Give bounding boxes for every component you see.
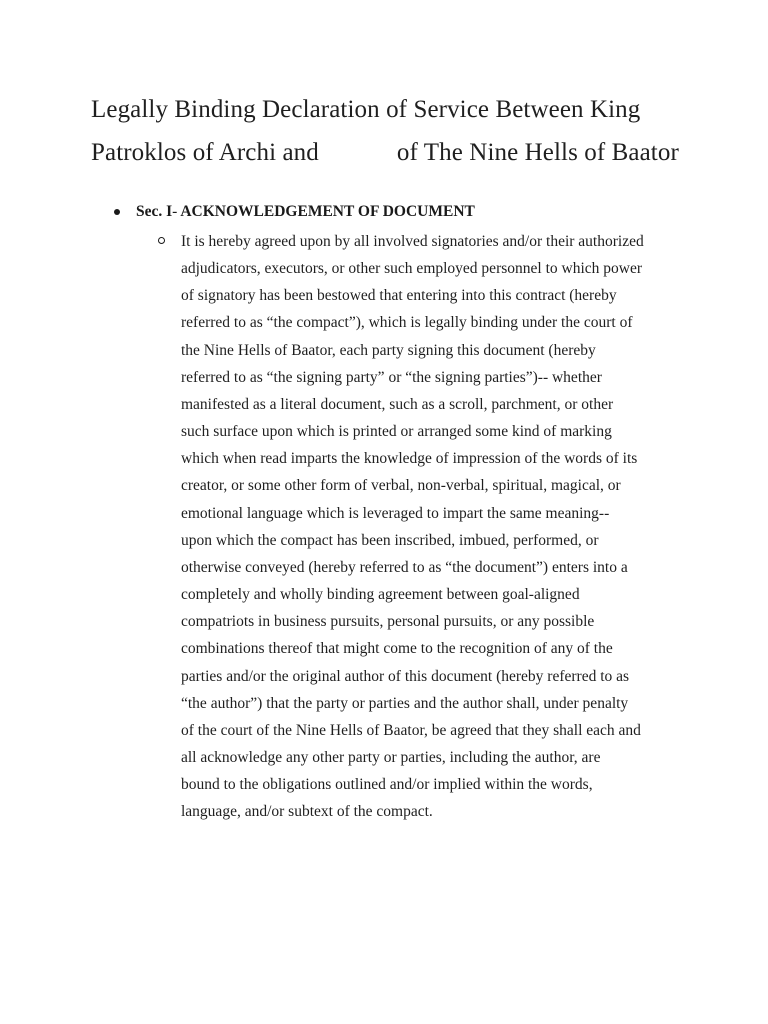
paragraph-line: manifested as a literal document, such as a scroll, parchment, or other xyxy=(181,395,614,413)
paragraph-line: bound to the obligations outlined and/or implied within the words, xyxy=(181,776,593,794)
section-separator: - xyxy=(172,203,178,220)
title-line-2-right: of The Nine Hells of Baator xyxy=(396,139,679,166)
paragraph-line: upon which the compact has been inscribed, imbued, performed, or xyxy=(181,531,599,549)
section-title: ACKNOWLEDGEMENT OF DOCUMENT xyxy=(177,203,475,220)
section-number: Sec. I xyxy=(136,203,173,220)
section-paragraph xyxy=(181,228,692,825)
subsection-list xyxy=(136,228,692,825)
section-item xyxy=(112,200,692,825)
paragraph-line: completely and wholly binding agreement between goal-aligned xyxy=(181,586,580,604)
title-line-1: Legally Binding Declaration of Service Between King xyxy=(91,96,641,123)
title-line-2 xyxy=(91,131,711,174)
paragraph-line: It is hereby agreed upon by all involved signatories and/or their authorized xyxy=(181,233,644,250)
document-title xyxy=(91,88,711,174)
paragraph-line: of the court of the Nine Hells of Baator, be agreed that they shall each and xyxy=(181,721,641,739)
paragraph-line: all acknowledge any other party or parties, including the author, are xyxy=(181,748,601,766)
paragraph-line: “the author”) that the party or parties and the author shall, under penalty xyxy=(181,694,629,712)
paragraph-line: language, and/or subtext of the compact. xyxy=(181,803,433,821)
bullet-circle-icon xyxy=(158,237,165,244)
paragraph-line: of signatory has been bestowed that entering into this contract (hereby xyxy=(181,287,617,305)
paragraph-line: otherwise conveyed (hereby referred to as “the document”) enters into a xyxy=(181,558,628,576)
paragraph-line: parties and/or the original author of this document (hereby referred to as xyxy=(181,667,630,685)
bullet-disc-icon xyxy=(114,209,120,215)
section-heading xyxy=(136,203,475,220)
paragraph-line: which when read imparts the knowledge of impression of the words of its xyxy=(181,450,638,468)
subsection-item xyxy=(181,228,692,825)
paragraph-line: referred to as “the compact”), which is legally binding under the court of xyxy=(181,314,633,332)
paragraph-line: emotional language which is leveraged to impart the same meaning-- xyxy=(181,504,610,522)
paragraph-line: adjudicators, executors, or other such employed personnel to which power xyxy=(181,260,642,278)
paragraph-line: referred to as “the signing party” or “the signing parties”)-- whether xyxy=(181,368,602,386)
paragraph-line: the Nine Hells of Baator, each party signing this document (hereby xyxy=(181,341,596,359)
paragraph-line: creator, or some other form of verbal, non-verbal, spiritual, magical, or xyxy=(181,477,621,495)
paragraph-line: compatriots in business pursuits, personal pursuits, or any possible xyxy=(181,613,595,631)
section-list xyxy=(112,200,692,825)
paragraph-line: such surface upon which is printed or arranged some kind of marking xyxy=(181,423,612,441)
title-line-2-left: Patroklos of Archi and xyxy=(91,139,319,166)
paragraph-line: combinations thereof that might come to the recognition of any of the xyxy=(181,640,613,658)
